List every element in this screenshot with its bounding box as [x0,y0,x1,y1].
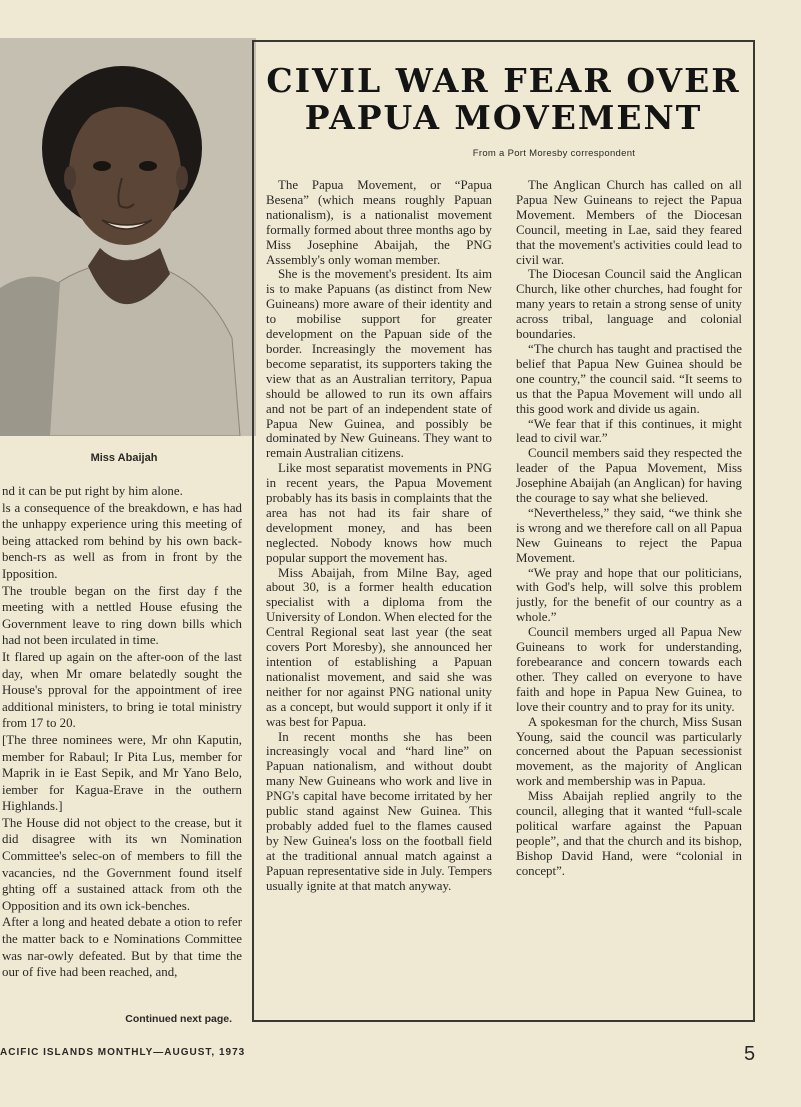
portrait-photo [0,38,256,436]
article-paragraph: In recent months she has been increasingly vocal and “hard line” on Papuan nationalism, and without doubt many New Guineans who work and live in PNG's capital have become irritated by her public stand against New Guinea. This probably added fuel to the flames caused by New Guinea's loss on the football field at the traditional annual match against a Papuan representative side in July. Tempers usually ignite at that match anyway. [266,729,492,893]
article-paragraph: “Nevertheless,” they said, “we think she is wrong and we therefore call on all Papua New Guineans to reject the Papua Movement. [516,505,742,565]
left-paragraph: The trouble began on the first day f the meeting with a nettled House efusing the Government leave to ring down bills which had not been irculated in time. [2,583,242,648]
article-paragraph: “We pray and hope that our politicians, with God's help, will solve this problem justly, for the benefit of our country as a whole.” [516,565,742,625]
article-paragraph: “We fear that if this continues, it might lead to civil war.” [516,416,742,446]
headline [254,62,753,136]
article-paragraph: Miss Abaijah replied angrily to the council, alleging that it wanted “full-scale political warfare against the Papuan people”, and that the church and its bishop, Bishop David Hand, were “colonial in concept”. [516,789,742,878]
article-box [252,40,755,1022]
left-paragraph: After a long and heated debate a otion to refer the matter back to e Nominations Committee was nar-owly defeated. But by that time the our of five had been reached, and, [2,915,242,980]
article-paragraph: “The church has taught and practised the belief that Papua New Guinea should be one country,” the council said. “It seems to us that the Papua Movement will undo all this good work and divide us again. [516,341,742,416]
publication-footer: ACIFIC ISLANDS MONTHLY—AUGUST, 1973 [0,1047,246,1058]
article-paragraph: The Diocesan Council said the Anglican Church, like other churches, had fought for many years to retain a strong sense of unity across tribal, language and colonial boundaries. [516,267,742,342]
article-paragraph: Miss Abaijah, from Milne Bay, aged about 30, is a former health education specialist with a diploma from the University of London. When elected for the Central Regional seat last year (the seat covers Port Moresby), she announced her intention of establishing a Papuan nationalist movement, and said she was neither for nor against PNG national unity as a concept, but would support it only if it was best for Papua. [266,565,492,729]
article-paragraph: Like most separatist movements in PNG in recent years, the Papua Movement probably has its basis in complaints that the area has not had its fair share of development money, and has been neglected. Nobody knows how much popular support the movement has. [266,461,492,565]
article-paragraph: A spokesman for the church, Miss Susan Young, said the council was particularly concerned about the Papuan secessionist movement, as the majority of Anglican work and membership was in Papua. [516,714,742,789]
headline-line-1: CIVIL WAR FEAR OVER [266,61,741,100]
photo-caption: Miss Abaijah [90,452,158,464]
article-paragraph: The Anglican Church has called on all Papua New Guineans to reject the Papua Movement. Members of the Diocesan Council, meeting in Lae, said they feared that the movement's activities could lead to civil war. [516,178,742,267]
article-paragraph: Council members urged all Papua New Guineans to work for understanding, forebearance and concern towards each other. They called on everyone to have faith and hope in Papua New Guinea, to love their country and to pray for its unity. [516,625,742,714]
page-number: 5 [744,1043,756,1065]
left-paragraph: nd it can be put right by him alone. [2,484,183,498]
left-paragraph: [The three nominees were, Mr ohn Kaputin, member for Rabaul; Ir Pita Lus, member for Maprik in ie East Sepik, and Mr Yano Belo, iember for Kagua-Erave in the outhern Highlands.] [2,732,242,814]
portrait-illustration [0,38,256,436]
left-column-text [0,483,242,1006]
left-paragraph: ls a consequence of the breakdown, e has had the unhappy experience uring this meeting of being attacked rom behind by his own back-bench-rs as well as from in front by the Ipposition. [2,500,242,581]
left-paragraph: It flared up again on the after-oon of the last day, when Mr omare belatedly sought the House's pproval for the appointment of iree additional ministers, to bring ie total ministry from 17 to 20. [2,649,242,731]
headline-line-2: PAPUA MOVEMENT [304,98,703,137]
left-paragraph: The House did not object to the crease, but it did disagree with its wn Nomination Committee's selec-on of members to fill the vacancies, nd the Government found itself ghting off a sustained attack from oth the Opposition and its own ick-benches. [2,815,242,913]
article-paragraph: She is the movement's president. Its aim is to make Papuans (as distinct from New Guineans) more aware of their identity and to mobilise support for greater development on the Papuan side of the border. Increasingly the movement has become separatist, its supporters taking the view that as an Australian territory, Papua should be allowed to run its own affairs and not be part of an independent state of Papua New Guinea, and possibly be dominated by New Guineans. They want to remain Australian citizens. [266,267,492,461]
byline: From a Port Moresby correspondent [472,148,636,159]
continued-next-page: Continued next page. [125,1013,232,1025]
article-paragraph: The Papua Movement, or “Papua Besena” (which means roughly Papuan nationalism), is a nationalist movement formally formed about three months ago by Miss Josephine Abaijah, the PNG Assembly's only woman member. [266,178,492,267]
article-paragraph: Council members said they respected the leader of the Papua Movement, Miss Josephine Abaijah (an Anglican) for having the courage to say what she believed. [516,446,742,506]
article-column-2 [516,178,742,1018]
article-column-1 [266,178,492,1018]
